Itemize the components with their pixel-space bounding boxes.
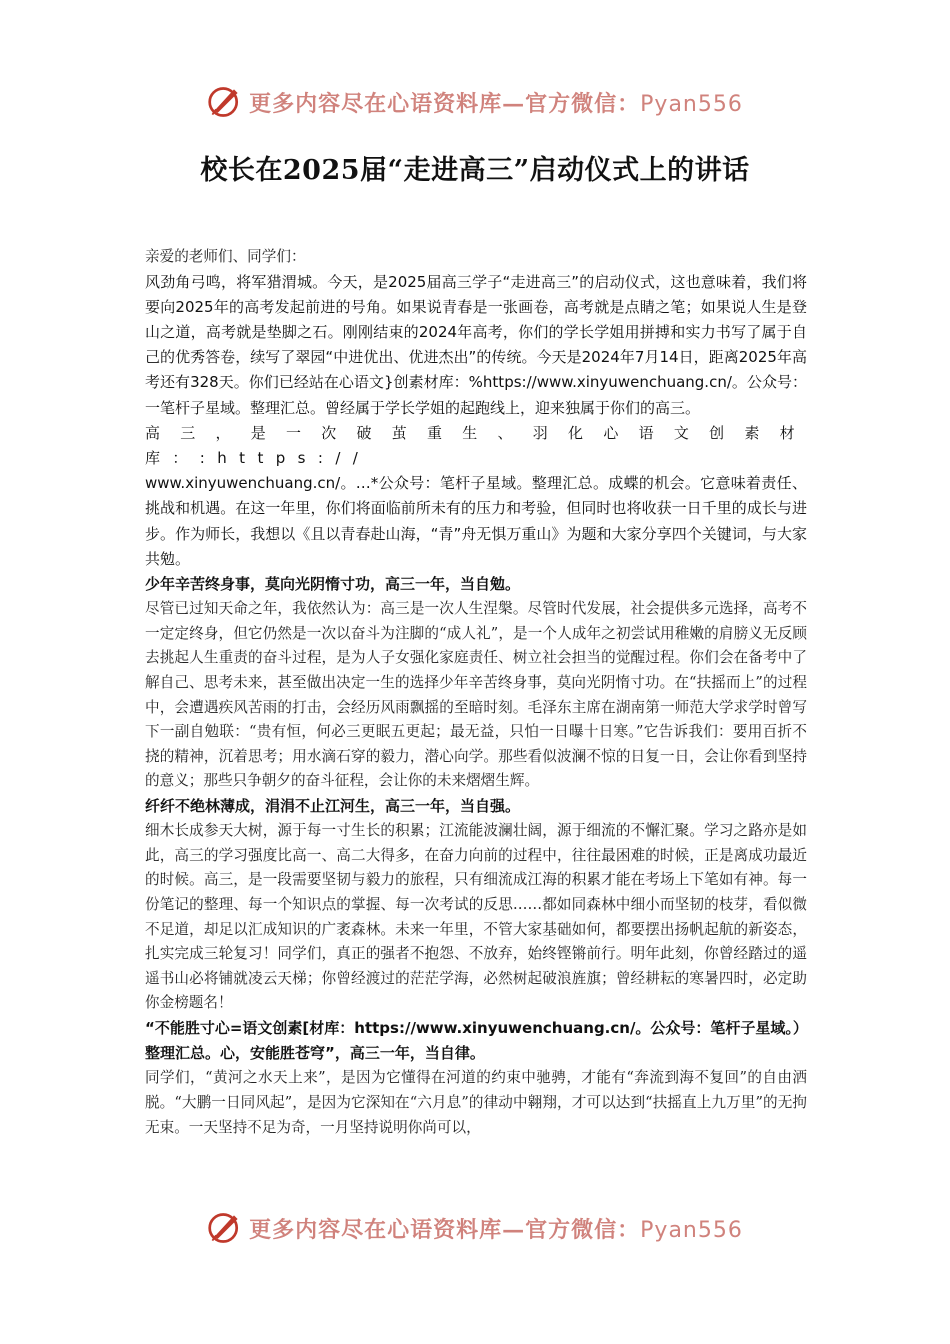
footer-banner — [0, 1208, 950, 1248]
article-body — [145, 245, 807, 1140]
section-heading-1: 少年辛苦终身事，莫向光阴惰寸功，高三一年，当自勉。 — [145, 575, 521, 594]
section-heading-3: “不能胜寸心=语文创素[材库：https://www.xinyuwenchuang.cn/。公众号：笔杆子星域。）整理汇总。心，安能胜苍穹”，高三一年，当自律。 — [145, 1018, 801, 1063]
paragraph-opportunity: www.xinyuwenchuang.cn/。…*公众号：笔杆子星域。整理汇总。成蝶的机会。它意味着责任、挑战和机遇。在这一年里，你们将面临前所未有的压力和考验，但同时也将收获一日千里的成长与进步。作为师长，我想以《且以青春赴山海，“青”舟无惧万重山》为题和大家分享四个关键词，与大家共勉。 — [145, 474, 807, 568]
page-title: 校长在2025届“走进高三”启动仪式上的讲话 — [200, 155, 750, 186]
banner-wechat: Pyan556 — [640, 91, 743, 117]
greeting: 亲爱的老师们、同学们： — [145, 248, 306, 265]
paragraph-section-2: 细木长成参天大树，源于每一寸生长的积累；江流能波澜壮阔，源于细流的不懈汇聚。学习之路亦是如此，高三的学习强度比高一、高二大得多，在奋力向前的过程中，往往最困难的时候，正是离成功最近的时候。高三，是一段需要坚韧与毅力的旅程，只有细流成江海的积累才能在考场上下笔如有神。每一份笔记的整理、每一个知识点的掌握、每一次考试的反思……都如同森林中细小而坚韧的枝芽，看似微不足道，却足以汇成知识的广袤森林。未来一年里，不管大家基础如何，都要摆出扬帆起航的新姿态，扎实完成三轮复习！同学们，真正的强者不抱怨、不放弃，始终铿锵前行。明年此刻，你曾经踏过的遥遥书山必将铺就凌云天梯；你曾经渡过的茫茫学海，必然树起破浪旌旗；曾经耕耘的寒暑四时，必定助你金榜题名！ — [145, 822, 807, 1012]
quill-logo-icon — [207, 1210, 243, 1246]
paragraph-section-3: 同学们，“黄河之水天上来”，是因为它懂得在河道的约束中驰骋，才能有“奔流到海不复回”的自由洒脱。“大鹏一日同风起”，是因为它深知在“六月息”的律动中翱翔，才可以达到“扶摇直上九万里”的无拘无束。一天坚持不足为奇，一月坚持说明你尚可以， — [145, 1069, 807, 1136]
banner-text: 更多内容尽在心语资料库—官方微信： — [249, 90, 641, 117]
banner-wechat: Pyan556 — [640, 1217, 743, 1243]
paragraph-intro: 风劲角弓鸣，将军猎渭城。今天，是2025届高三学子“走进高三”的启动仪式，这也意味着，我们将要向2025年的高考发起前进的号角。如果说青春是一张画卷，高考就是点睛之笔；如果说人生是登山之道，高考就是垫脚之石。刚刚结束的2024年高考，你们的学长学姐用拼搏和实力书写了属于自己的优秀答卷，续写了翠园“中进优出、优进杰出”的传统。今天是2024年7月14日，距离2025年高考还有328天。你们已经站在心语文}创素材库：%https://www.xinyuwenchuang.cn/。公众号：一笔杆子星域。整理汇总。曾经属于学长学姐的起跑线上，迎来独属于你们的高三。 — [145, 272, 807, 417]
quill-logo-icon — [207, 84, 243, 120]
paragraph-section-1: 尽管已过知天命之年，我依然认为：高三是一次人生涅槃。尽管时代发展，社会提供多元选择，高考不一定定终身，但它仍然是一次以奋斗为注脚的“成人礼”，是一个人成年之初尝试用稚嫩的肩膀义无反顾去挑起人生重责的奋斗过程，是为人子女强化家庭责任、树立社会担当的觉醒过程。你们会在备考中了解自己、思考未来，甚至做出决定一生的选择少年辛苦终身事，莫向光阴惰寸功。在“扶摇而上”的过程中，会遭遇疾风苦雨的打击，会经历风雨飘摇的至暗时刻。毛泽东主席在湖南第一师范大学求学时曾写下一副自勉联：“贵有恒，何必三更眠五更起；最无益，只怕一日曝十日寒。”它告诉我们：要用百折不挠的精神，沉着思考；用水滴石穿的毅力，潜心向学。那些看似波澜不惊的日复一日，会让你看到坚持的意义；那些只争朝夕的奋斗征程，会让你的未来熠熠生辉。 — [145, 600, 807, 790]
section-heading-2: 纤纤不绝林薄成，涓涓不止江河生，高三一年，当自强。 — [145, 796, 521, 815]
paragraph-spaced-line: 高三，是一次破茧重生、羽化心语文创素材库：:https:// — [145, 423, 807, 468]
header-banner — [0, 82, 950, 122]
banner-text: 更多内容尽在心语资料库—官方微信： — [249, 1216, 641, 1243]
